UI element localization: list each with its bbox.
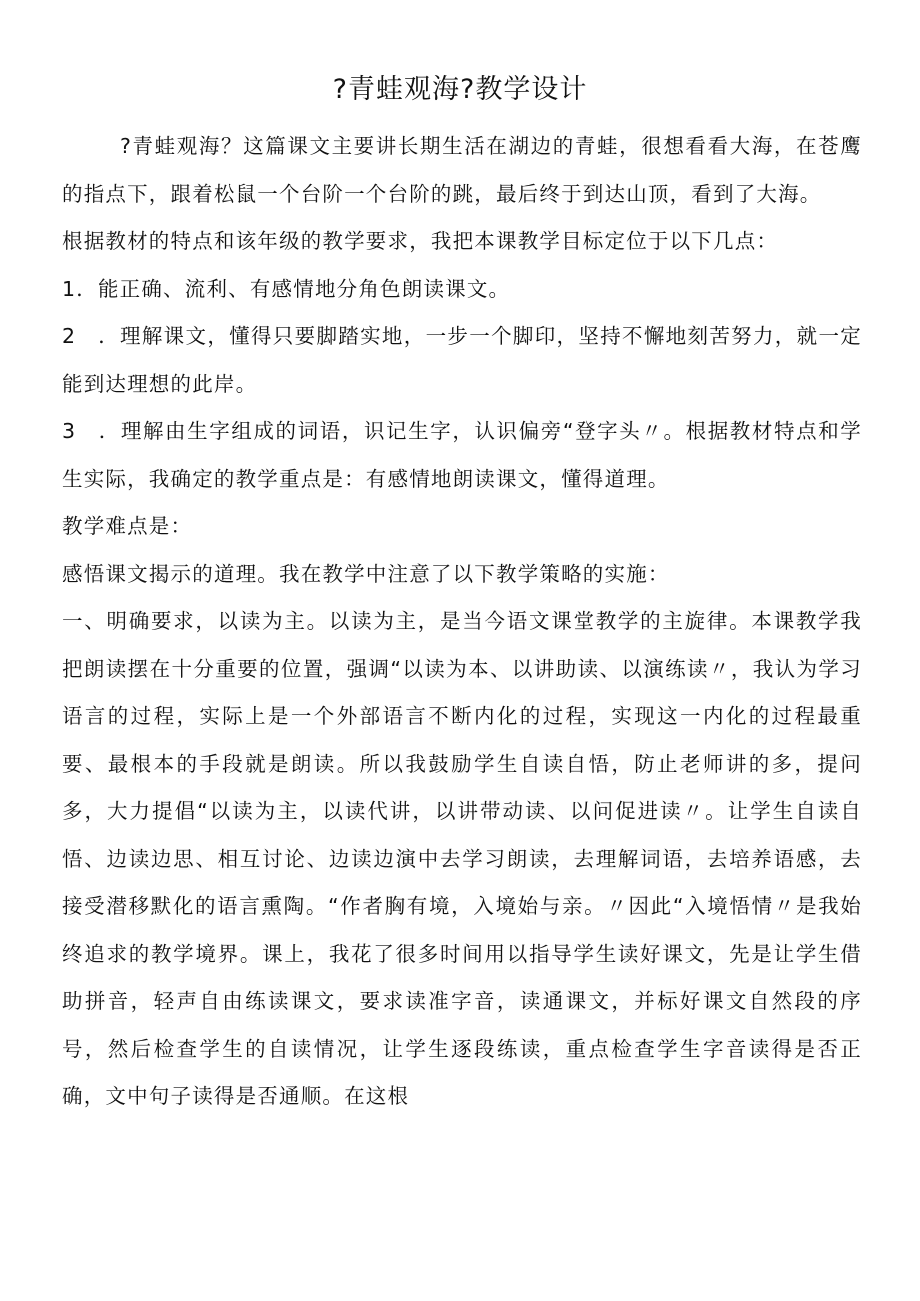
document-body (62, 123, 862, 1121)
objective-2-paragraph: 2 ．理解课文，懂得只要脚踏实地，一步一个脚印，坚持不懈地刻苦努力，就一定能到达理想的此岸。 (62, 324, 862, 396)
document-title: ?青蛙观海?教学设计 (332, 74, 588, 105)
objective-3-paragraph: 3 ．理解由生字组成的词语，识记生字，认识偏旁“登字头〃。根据教材特点和学生实际，我确定的教学重点是：有感情地朗读课文，懂得道理。 (62, 419, 862, 491)
strategy-1-paragraph: 一、明确要求，以读为主。以读为主，是当今语文课堂教学的主旋律。本课教学我把朗读摆在十分重要的位置，强调“以读为本、以讲助读、以演练读〃，我认为学习语言的过程，实际上是一个外部语言不断内化的过程，实现这一内化的过程最重要、最根本的手段就是朗读。所以我鼓励学生自读自悟，防止老师讲的多，提问多，大力提倡“以读为主，以读代讲，以讲带动读、以问促进读〃。让学生自读自悟、边读边思、相互讨论、边读边演中去学习朗读，去理解词语，去培养语感，去接受潜移默化的语言熏陶。“作者胸有境，入境始与亲。〃因此“入境悟情〃是我始终追求的教学境界。课上，我花了很多时间用以指导学生读好课文，先是让学生借助拼音，轻声自由练读课文，要求读准字音，读通课文，并标好课文自然段的序号，然后检查学生的自读情况，让学生逐段练读，重点检查学生字音读得是否正确，文中句子读得是否通顺。在这根 (62, 609, 862, 1108)
difficulty-heading: 教学难点是： (62, 514, 193, 538)
objectives-intro-paragraph: 根据教材的特点和该年级的教学要求，我把本课教学目标定位于以下几点： (62, 229, 779, 253)
intro-paragraph: ?青蛙观海？这篇课文主要讲长期生活在湖边的青蛙，很想看看大海，在苍鹰的指点下，跟着松鼠一个台阶一个台阶的跳，最后终于到达山顶，看到了大海。 (62, 134, 862, 206)
strategy-intro-paragraph: 感悟课文揭示的道理。我在教学中注意了以下教学策略的实施： (62, 561, 670, 586)
objective-1-paragraph: 1．能正确、流利、有感情地分角色朗读课文。 (62, 276, 511, 301)
